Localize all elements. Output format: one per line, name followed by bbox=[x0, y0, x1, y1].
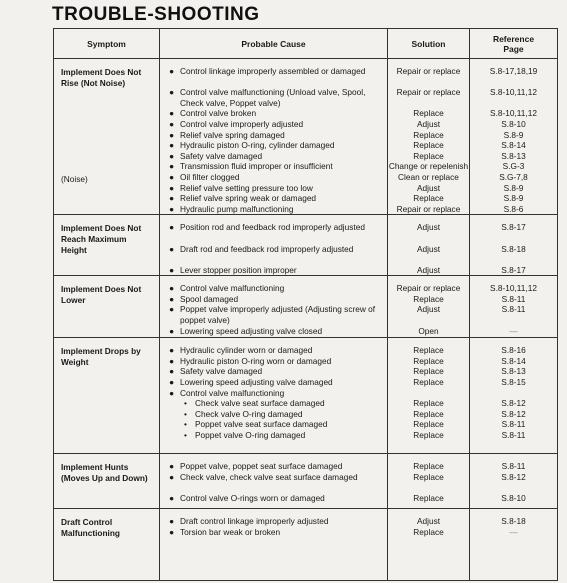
symptom-text: Height bbox=[61, 244, 87, 255]
reference-text: S.8-13 bbox=[501, 366, 526, 377]
cause-text: Safety valve damaged bbox=[180, 150, 263, 161]
cause-item bbox=[160, 304, 387, 325]
cause-item bbox=[160, 430, 387, 441]
bullet-icon: ● bbox=[169, 516, 175, 527]
section-row bbox=[54, 276, 558, 338]
symptom-cell bbox=[54, 59, 160, 215]
solution-cell bbox=[388, 338, 470, 454]
cause-text: Check valve seat surface damaged bbox=[195, 398, 325, 409]
solution-header: Solution bbox=[388, 29, 470, 59]
cause-item bbox=[160, 161, 387, 172]
reference-text: S.8-17,18,19 bbox=[489, 66, 538, 76]
bullet-icon: ● bbox=[169, 171, 175, 182]
solution-text: Replace bbox=[413, 108, 444, 119]
symptom-text: Malfunctioning bbox=[61, 527, 120, 538]
bullet-icon: ● bbox=[169, 345, 175, 356]
cause-item bbox=[160, 140, 387, 151]
solution-cell bbox=[388, 215, 470, 276]
cause-text: Control linkage improperly assembled or damaged bbox=[180, 66, 366, 76]
reference-text: S.8-11 bbox=[501, 430, 526, 441]
cause-item bbox=[160, 377, 387, 388]
cause-text: Check valve O-ring damaged bbox=[195, 408, 303, 419]
solution-text: Adjust bbox=[416, 264, 441, 275]
solution-text bbox=[388, 388, 469, 399]
cause-item bbox=[160, 151, 387, 162]
solution-text: Repair or replace bbox=[396, 66, 461, 76]
bullet-icon: ● bbox=[169, 243, 175, 254]
symptom-text: Implement Does Not bbox=[61, 67, 142, 77]
cause-item bbox=[160, 527, 387, 538]
bullet-icon: ● bbox=[169, 129, 175, 140]
reference-text: S.8-12 bbox=[501, 471, 526, 482]
cause-text: Transmission fluid improper or insufficient bbox=[180, 161, 333, 172]
reference-text: S.8-11 bbox=[501, 461, 526, 472]
reference-text: S.8-9 bbox=[503, 193, 524, 204]
reference-text: S.8-15 bbox=[501, 377, 526, 388]
reference-text: S.8-9 bbox=[503, 129, 524, 140]
reference-text: S.8-9 bbox=[503, 182, 524, 193]
solution-text: Adjust bbox=[416, 182, 441, 193]
reference-text: S.8-10,11,12 bbox=[490, 283, 537, 294]
cause-text: Hydraulic cylinder worn or damaged bbox=[180, 345, 313, 356]
solution-text: Replace bbox=[413, 355, 444, 366]
symptom-text: Implement Drops by bbox=[61, 346, 141, 357]
reference-cell bbox=[470, 509, 558, 581]
solution-text: Replace bbox=[413, 419, 444, 430]
solution-text: Replace bbox=[413, 150, 444, 161]
cause-item bbox=[160, 398, 387, 409]
section-row bbox=[54, 59, 558, 215]
solution-text: Clean or replace bbox=[398, 171, 459, 182]
cause-item bbox=[160, 204, 387, 215]
solution-cell bbox=[388, 276, 470, 338]
bullet-icon: ● bbox=[169, 108, 175, 119]
cause-text: Poppet valve O-ring damaged bbox=[195, 430, 306, 441]
bullet-icon: ● bbox=[169, 325, 175, 336]
reference-text: S.G-7,8 bbox=[499, 171, 528, 182]
solution-text: Repair or replace bbox=[396, 203, 461, 214]
reference-text: S.8-10 bbox=[501, 493, 526, 504]
solution-cell bbox=[388, 59, 470, 215]
cause-text: Poppet valve seat surface damaged bbox=[195, 419, 328, 430]
symptom-cell bbox=[54, 276, 160, 338]
cause-cell bbox=[160, 59, 388, 215]
bullet-icon: ● bbox=[169, 203, 175, 214]
solution-text: Replace bbox=[413, 129, 444, 140]
cause-text: Draft control linkage improperly adjusted bbox=[180, 516, 329, 527]
section-row bbox=[54, 454, 558, 509]
cause-text: Spool damaged bbox=[180, 293, 239, 304]
solution-text: Adjust bbox=[416, 222, 441, 233]
cause-item bbox=[160, 119, 387, 130]
symptom-cell bbox=[54, 338, 160, 454]
reference-cell bbox=[470, 338, 558, 454]
cause-cell bbox=[160, 215, 388, 276]
symptom-text: Implement Hunts bbox=[61, 462, 129, 473]
cause-text: Control valve malfunctioning bbox=[180, 283, 285, 294]
bullet-icon: • bbox=[184, 398, 187, 409]
cause-item bbox=[160, 388, 387, 399]
symptom-text: Implement Does Not bbox=[61, 284, 142, 295]
bullet-icon: ● bbox=[169, 222, 175, 233]
cause-text: Control valve broken bbox=[180, 108, 257, 119]
bullet-icon: ● bbox=[169, 293, 175, 304]
bullet-icon: • bbox=[184, 419, 187, 430]
solution-text: Change or repelenish bbox=[388, 161, 469, 172]
solution-text: Replace bbox=[413, 471, 444, 482]
cause-item bbox=[160, 366, 387, 377]
cause-item bbox=[160, 66, 387, 87]
bullet-icon: ● bbox=[169, 493, 175, 504]
bullet-icon: ● bbox=[169, 193, 175, 204]
reference-text: S.8-17 bbox=[501, 264, 526, 275]
reference-text: S.8-11 bbox=[501, 293, 526, 304]
bullet-icon: ● bbox=[169, 377, 175, 388]
reference-text bbox=[470, 388, 557, 399]
bullet-icon: ● bbox=[169, 66, 175, 76]
solution-text: Repair or replace bbox=[396, 87, 461, 98]
cause-text: Control valve O-rings worn or damaged bbox=[180, 493, 325, 504]
cause-text: Position rod and feedback rod improperly adjusted bbox=[180, 222, 365, 233]
reference-text: — bbox=[509, 526, 518, 537]
cause-item bbox=[160, 294, 387, 305]
cause-cell bbox=[160, 338, 388, 454]
cause-text: Control valve improperly adjusted bbox=[180, 118, 304, 129]
bullet-icon: ● bbox=[169, 304, 175, 315]
reference-text: S.8-6 bbox=[503, 203, 524, 214]
cause-cell bbox=[160, 276, 388, 338]
cause-text: Check valve, check valve seat surface damaged bbox=[180, 471, 358, 482]
bullet-icon: ● bbox=[169, 526, 175, 537]
cause-text: Hydraulic piston O-ring worn or damaged bbox=[180, 355, 332, 366]
cause-text: Hydraulic piston O-ring, cylinder damaged bbox=[180, 140, 335, 151]
solution-text: Open bbox=[418, 325, 439, 336]
reference-text: — bbox=[509, 325, 518, 336]
cause-text: Torsion bar weak or broken bbox=[180, 526, 281, 537]
cause-text: Relief valve spring weak or damaged bbox=[180, 193, 317, 204]
reference-text: S.8-11 bbox=[501, 304, 526, 315]
bullet-icon: ● bbox=[169, 355, 175, 366]
reference-text: S.8-14 bbox=[501, 355, 526, 366]
bullet-icon: ● bbox=[169, 182, 175, 193]
cause-item bbox=[160, 183, 387, 194]
solution-text: Replace bbox=[413, 140, 444, 151]
cause-item bbox=[160, 130, 387, 141]
symptom-spacer bbox=[61, 88, 159, 174]
cause-item bbox=[160, 87, 387, 108]
cause-text: Relief valve setting pressure too low bbox=[180, 182, 313, 193]
cause-item bbox=[160, 472, 387, 493]
reference-cell bbox=[470, 59, 558, 215]
reference-text: S.8-14 bbox=[501, 140, 526, 151]
cause-item bbox=[160, 326, 387, 337]
cause-item bbox=[160, 345, 387, 356]
cause-item bbox=[160, 172, 387, 183]
cause-item bbox=[160, 409, 387, 420]
symptom-text: Implement Does Not bbox=[61, 223, 142, 234]
symptom-text: Draft Control bbox=[61, 517, 113, 528]
cause-text: Lever stopper position improper bbox=[180, 264, 297, 275]
bullet-icon: • bbox=[184, 408, 187, 419]
reference-text: S.8-12 bbox=[501, 398, 526, 409]
bullet-icon: ● bbox=[169, 471, 175, 482]
cause-text: Relief valve spring damaged bbox=[180, 129, 285, 140]
reference-text: S.8-10 bbox=[501, 118, 526, 129]
cause-text: Safety valve damaged bbox=[180, 366, 263, 377]
cause-text: Oil filter clogged bbox=[180, 171, 240, 182]
solution-text: Replace bbox=[413, 430, 444, 441]
reference-cell bbox=[470, 276, 558, 338]
solution-text: Replace bbox=[413, 493, 444, 504]
cause-item bbox=[160, 193, 387, 204]
cause-text: Poppet valve improperly adjusted (Adjusting screw of poppet valve) bbox=[180, 304, 376, 326]
cause-item bbox=[160, 356, 387, 367]
reference-cell bbox=[470, 454, 558, 509]
reference-text: S.G-3 bbox=[502, 161, 525, 172]
cause-text: Control valve malfunctioning bbox=[180, 387, 285, 398]
page-title: TROUBLE-SHOOTING bbox=[52, 4, 260, 25]
cause-item bbox=[160, 493, 387, 504]
solution-text: Replace bbox=[413, 193, 444, 204]
symptom-cell bbox=[54, 454, 160, 509]
solution-text: Replace bbox=[413, 461, 444, 472]
cause-item bbox=[160, 461, 387, 472]
reference-text: S.8-12 bbox=[501, 408, 526, 419]
bullet-icon: ● bbox=[169, 140, 175, 151]
solution-cell bbox=[388, 509, 470, 581]
cause-item bbox=[160, 108, 387, 119]
symptom-header: Symptom bbox=[54, 29, 160, 59]
symptom-text: Lower bbox=[61, 294, 86, 305]
symptom-text: Weight bbox=[61, 356, 89, 367]
bullet-icon: ● bbox=[169, 283, 175, 294]
section-row bbox=[54, 509, 558, 581]
trouble-shooting-table bbox=[53, 28, 558, 581]
cause-item bbox=[160, 419, 387, 430]
cause-cell bbox=[160, 454, 388, 509]
reference-text: S.8-13 bbox=[501, 150, 526, 161]
bullet-icon: ● bbox=[169, 461, 175, 472]
bullet-icon: • bbox=[184, 430, 187, 441]
reference-header bbox=[470, 29, 558, 59]
cause-header: Probable Cause bbox=[160, 29, 388, 59]
header-row bbox=[54, 29, 558, 59]
symptom-text: (Moves Up and Down) bbox=[61, 472, 148, 483]
solution-text: Repair or replace bbox=[396, 283, 461, 294]
solution-text: Replace bbox=[413, 345, 444, 356]
reference-text: S.8-16 bbox=[501, 345, 526, 356]
reference-text: S.8-17 bbox=[501, 222, 526, 233]
solution-text: Adjust bbox=[416, 304, 441, 315]
bullet-icon: ● bbox=[169, 87, 175, 98]
solution-cell bbox=[388, 454, 470, 509]
symptom-cell bbox=[54, 509, 160, 581]
solution-text: Replace bbox=[413, 293, 444, 304]
solution-text: Adjust bbox=[416, 516, 441, 527]
solution-text: Replace bbox=[413, 377, 444, 388]
cause-text: Lowering speed adjusting valve closed bbox=[180, 325, 323, 336]
section-row bbox=[54, 215, 558, 276]
reference-header-line2: Page bbox=[503, 43, 524, 54]
solution-text: Replace bbox=[413, 398, 444, 409]
section-row bbox=[54, 338, 558, 454]
cause-cell bbox=[160, 509, 388, 581]
symptom-text: Rise (Not Noise) bbox=[61, 77, 126, 88]
solution-text: Adjust bbox=[416, 243, 441, 254]
reference-text: S.8-18 bbox=[501, 516, 526, 527]
bullet-icon: ● bbox=[169, 118, 175, 129]
bullet-icon: ● bbox=[169, 150, 175, 161]
solution-text: Replace bbox=[413, 526, 444, 537]
cause-text: Hydraulic pump malfunctioning bbox=[180, 203, 294, 214]
cause-text: Draft rod and feedback rod improperly adjusted bbox=[180, 243, 354, 254]
bullet-icon: ● bbox=[169, 387, 175, 398]
symptom-cell bbox=[54, 215, 160, 276]
cause-text: Lowering speed adjusting valve damaged bbox=[180, 377, 333, 388]
reference-header-line1: Reference bbox=[492, 33, 535, 44]
solution-text: Adjust bbox=[416, 118, 441, 129]
reference-text: S.8-11 bbox=[501, 419, 526, 430]
cause-item bbox=[160, 283, 387, 294]
cause-text: Control valve malfunctioning (Unload valve, Spool, Check valve, Poppet valve) bbox=[180, 87, 366, 108]
reference-cell bbox=[470, 215, 558, 276]
cause-item bbox=[160, 516, 387, 527]
symptom-extra-text: (Noise) bbox=[61, 173, 88, 184]
solution-text: Replace bbox=[413, 366, 444, 377]
bullet-icon: ● bbox=[169, 264, 175, 275]
cause-text: Poppet valve, poppet seat surface damaged bbox=[180, 461, 343, 472]
bullet-icon: ● bbox=[169, 366, 175, 377]
cause-item bbox=[160, 222, 387, 243]
reference-text: S.8-10,11,12 bbox=[490, 87, 537, 98]
cause-item bbox=[160, 265, 387, 276]
cause-item bbox=[160, 244, 387, 265]
solution-text: Replace bbox=[413, 408, 444, 419]
reference-text: S.8-18 bbox=[501, 243, 526, 254]
bullet-icon: ● bbox=[169, 161, 175, 172]
reference-text: S.8-10,11,12 bbox=[490, 108, 537, 119]
symptom-text: Reach Maximum bbox=[61, 233, 127, 244]
